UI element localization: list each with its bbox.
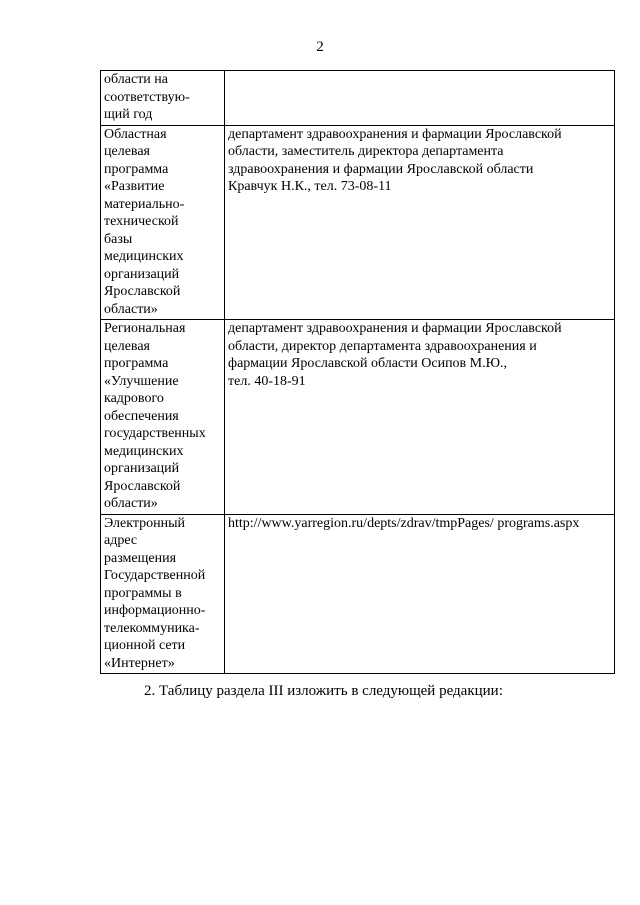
row-label-cell: области на соответствую- щий год [101, 71, 225, 126]
table-row [101, 125, 615, 320]
row-value-cell [225, 71, 615, 126]
table-row [101, 320, 615, 515]
page-number: 2 [316, 39, 324, 55]
row-label-cell: Региональная целевая программа «Улучшение кадрового обеспечения государственных медицинских организаций Ярославской области» [101, 320, 225, 515]
amendment-paragraph: 2. Таблицу раздела III изложить в следующей редакции: [144, 683, 503, 699]
table-row [101, 514, 615, 674]
row-value-cell: http://www.yarregion.ru/depts/zdrav/tmpPages/ programs.aspx [225, 514, 615, 674]
row-label-cell: Областная целевая программа «Развитие материально- технической базы медицинских организаций Ярославской области» [101, 125, 225, 320]
table-row [101, 71, 615, 126]
program-info-table [100, 70, 615, 674]
row-value-cell: департамент здравоохранения и фармации Ярославской области, заместитель директора департамента здравоохранения и фармации Ярославской области Кравчук Н.К., тел. 73-08-11 [225, 125, 615, 320]
row-value-cell: департамент здравоохранения и фармации Ярославской области, директор департамента здравоохранения и фармации Ярославской области Осипов М.Ю., тел. 40-18-91 [225, 320, 615, 515]
row-label-cell: Электронный адрес размещения Государственной программы в информационно- телекоммуника- ционной сети «Интернет» [101, 514, 225, 674]
